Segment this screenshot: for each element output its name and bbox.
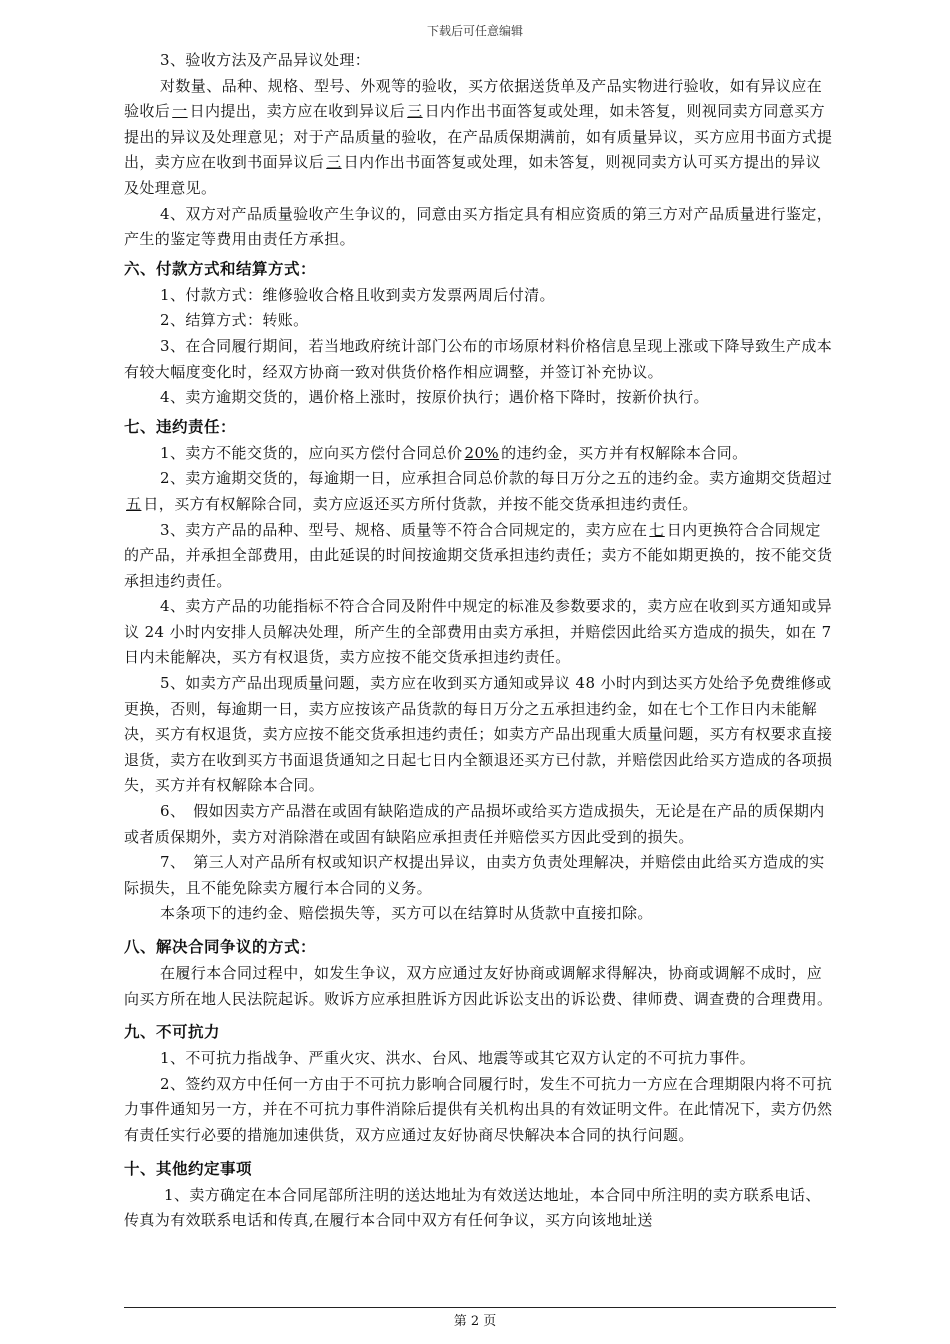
liability-item-6: 6、 假如因卖方产品潜在或固有缺陷造成的产品损坏或给买方造成损失，无论是在产品的质保期内或者质保期外，卖方对消除潜在或固有缺陷应承担责任并赔偿买方因此受到的损失。 [124,802,825,846]
force-majeure-item-1: 1、不可抗力指战争、严重火灾、洪水、台风、地震等或其它双方认定的不可抗力事件。 [160,1049,756,1068]
other-item-1: 1、卖方确定在本合同尾部所注明的送达地址为有效送达地址，本合同中所注明的卖方联系电话、传真为有效联系电话和传真,在履行本合同中双方有任何争议，买方向该地址送 [124,1185,821,1230]
section-liability-title: 七、违约责任： [124,417,237,436]
late-delivery-price-clause: 4、卖方逾期交货的，遇价格上涨时，按原价执行；遇价格下降时，按新价执行。 [160,388,709,407]
page-number: 第 2 页 [453,1314,497,1329]
liability-item-7: 7、 第三人对产品所有权或知识产权提出异议，由卖方负责处理解决，并赔偿由此给买方造成的实际损失，且不能免除卖方履行本合同的义务。 [124,853,825,897]
payment-method: 1、付款方式：维修验收合格且收到卖方发票两周后付清。 [160,285,555,304]
acceptance-paragraph: 对数量、品种、规格、型号、外观等的验收，买方依据送货单及产品实物进行验收，如有异议应在验收后 一 日内提出，卖方应在收到异议后 三 日内作出书面答复或处理，如未答复，则视同卖方同意买方提出的异议及处理意见；对于产品质量的验收，在产品质保期满前，如有质量异议，买方应用书面方式提出，卖方应在收到书面异议后 三 日内作出书面答复或处理，如未答复，则视同卖方认可买方提出的异议及处理意见。 [124,76,833,197]
section-other-title: 十、其他约定事项 [124,1159,253,1178]
force-majeure-item-2: 2、签约双方中任何一方由于不可抗力影响合同履行时，发生不可抗力一方应在合理期限内将不可抗力事件通知另一方，并在不可抗力事件消除后提供有关机构出具的有效证明文件。在此情况下，卖方仍然有责任实行必要的措施加速供货，双方应通过友好协商尽快解决本合同的执行问题。 [124,1074,833,1144]
section-force-majeure-title: 九、不可抗力 [124,1023,221,1042]
section-payment-title: 六、付款方式和结算方式： [124,259,317,278]
section-dispute-title: 八、解决合同争议的方式： [124,938,317,956]
liability-item-2: 2、卖方逾期交货的，每逾期一日，应承担合同总价款的每日万分之五的违约金。卖方逾期交货超过五 日，买方有权解除合同，卖方应返还买方所付货款，并按不能交货承担违约责任。 [126,469,833,513]
liability-item-4: 4、卖方产品的功能指标不符合合同及附件中规定的标准及参数要求的，卖方应在收到买方通知或异议 24 小时内安排人员解决处理，所产生的全部费用由卖方承担，并赔偿因此给买方造成的损失，如在 7 日内未能解决，买方有权退货，卖方应按不能交货承担违约责任。 [124,597,833,667]
liability-item-3: 3、卖方产品的品种、型号、规格、质量等不符合合同规定的，卖方应在 七 日内更换符合合同规定的产品，并承担全部费用，由此延误的时间按逾期交货承担违约责任；卖方不能如期更换的，按不能交货承担违约责任。 [124,520,833,590]
replacement-days: 七 [649,520,665,539]
liability-item-1: 1、卖方不能交货的，应向买方偿付合同总价 20% 的违约金，买方并有权解除本合同。 [160,443,748,462]
liability-item-5: 5、如卖方产品出现质量问题，卖方应在收到买方通知或异议 48 小时内到达买方处给予免费维修或更换，否则，每逾期一日，卖方应按该产品货款的每日万分之五承担违约金，如在七个工作日内未能解决，买方有权退货，卖方应按不能交货承担违约责任；如卖方产品出现重大质量问题，买方有权要求直接退货，卖方在收到买方书面退货通知之日起七日内全额退还买方已付款，并赔偿因此给买方造成的各项损失，买方并有权解除本合同。 [124,674,833,795]
acceptance-method-title: 3、验收方法及产品异议处理： [160,51,371,69]
price-adjustment-clause: 3、在合同履行期间，若当地政府统计部门公布的市场原材料价格信息呈现上涨或下降导致生产成本有较大幅度变化时，经双方协商一致对供货价格作相应调整，并签订补充协议。 [124,336,833,381]
quality-dispute-clause: 4、双方对产品质量验收产生争议的，同意由买方指定具有相应资质的第三方对产品质量进行鉴定，产生的鉴定等费用由责任方承担。 [124,204,833,249]
page-header: 下载后可任意编辑 [426,24,523,38]
filled-days-2: 三 [407,102,423,121]
settlement-method: 2、结算方式：转账。 [160,311,309,330]
filled-days-1: 一 [172,102,188,121]
liability-note: 本条项下的违约金、赔偿损失等，买方可以在结算时从货款中直接扣除。 [160,904,653,923]
document-body [124,48,836,1234]
footer-divider [124,1307,836,1308]
dispute-paragraph: 在履行本合同过程中，如发生争议，双方应通过友好协商或调解求得解决，协商或调解不成时，应向买方所在地人民法院起诉。败诉方应承担胜诉方因此诉讼支出的诉讼费、律师费、调查费的合理费用。 [124,964,833,1008]
penalty-percent: 20% [464,443,500,462]
filled-days-3: 三 [326,153,342,172]
overdue-days: 五 [126,494,142,513]
